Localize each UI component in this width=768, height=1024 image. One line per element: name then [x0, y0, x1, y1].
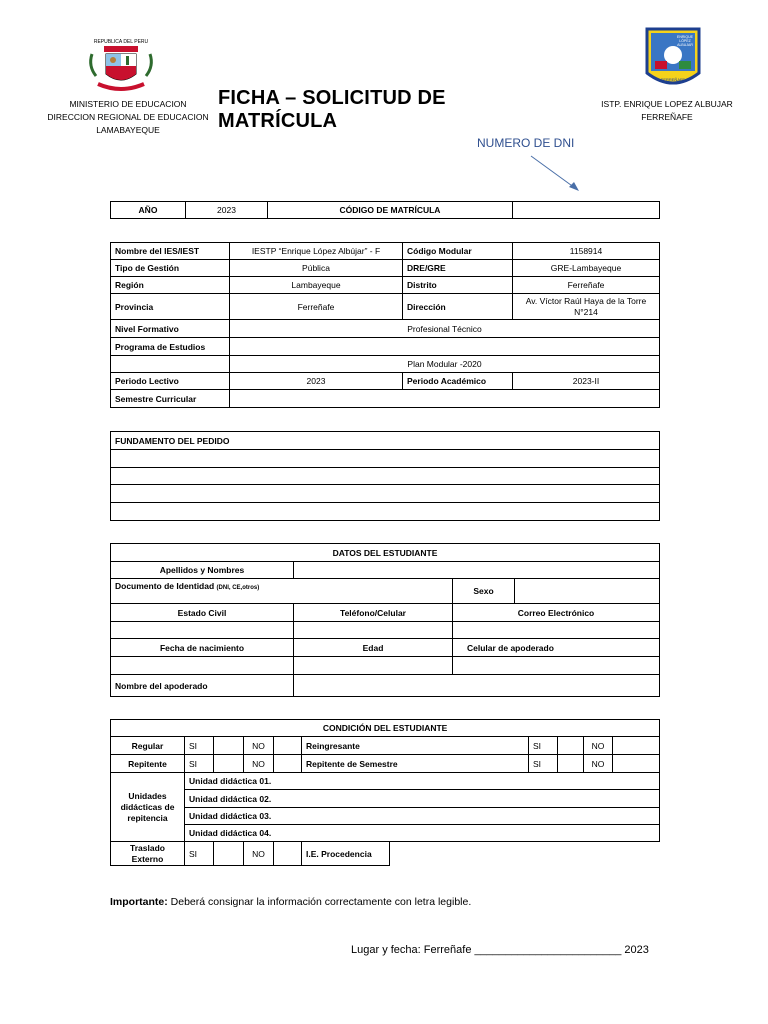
page-title: FICHA – SOLICITUD DE MATRÍCULA: [218, 87, 446, 132]
table-row: [111, 390, 660, 408]
regular-label: Regular: [111, 737, 185, 755]
sex-label: Sexo: [453, 579, 515, 604]
origin-school-blank: [390, 842, 660, 866]
age-label: Edad: [294, 639, 453, 657]
phone-field[interactable]: [294, 622, 453, 639]
condition-section-title: CONDICIÓN DEL ESTUDIANTE: [111, 720, 660, 737]
transfer-label: Traslado Externo: [111, 842, 185, 866]
academic-period-value[interactable]: 2023-II: [513, 373, 660, 390]
student-condition-table: [110, 719, 660, 866]
table-row: [111, 260, 660, 277]
semester-repeat-si-checkbox[interactable]: [558, 755, 584, 773]
semester-field[interactable]: [230, 390, 660, 408]
academic-year-value[interactable]: 2023: [230, 373, 403, 390]
management-type-label: Tipo de Gestión: [111, 260, 230, 277]
enrollment-code-label: CÓDIGO DE MATRÍCULA: [268, 202, 513, 219]
province-label: Provincia: [111, 294, 230, 320]
modular-code-label: Código Modular: [403, 243, 513, 260]
study-program-label: Programa de Estudios: [111, 338, 230, 356]
management-type-value[interactable]: Pública: [230, 260, 403, 277]
training-level-value[interactable]: Profesional Técnico: [230, 320, 660, 338]
logo-text-1: ENRIQUE: [677, 35, 693, 39]
ministry-line-1: MINISTERIO DE EDUCACION: [69, 99, 187, 109]
origin-school-label: I.E. Procedencia: [302, 842, 390, 866]
region-value[interactable]: Lambayeque: [230, 277, 403, 294]
guardian-name-label: Nombre del apoderado: [111, 675, 294, 697]
guardian-name-field[interactable]: [294, 675, 660, 697]
institution-name-label: Nombre del IES/IEST: [111, 243, 230, 260]
year-label: AÑO: [111, 202, 186, 219]
ministry-header: [28, 98, 228, 137]
plan-value[interactable]: Plan Modular -2020: [230, 356, 660, 373]
request-basis-line-3[interactable]: [111, 485, 660, 503]
repeat-units-label: Unidades didácticas de repitencia: [111, 773, 185, 842]
arrow-icon: [525, 152, 585, 196]
id-document-hint: (DNI, CE,otros): [216, 585, 260, 591]
request-basis-line-2[interactable]: [111, 468, 660, 485]
year-code-table: [110, 201, 660, 219]
logo-text-3: ALBUJAR: [677, 43, 693, 47]
semester-repeat-no-checkbox[interactable]: [613, 755, 660, 773]
province-value[interactable]: Ferreñafe: [230, 294, 403, 320]
guardian-phone-label: Celular de apoderado: [453, 639, 660, 657]
returning-label: Reingresante: [302, 737, 529, 755]
regular-no-label: NO: [244, 737, 274, 755]
returning-no-checkbox[interactable]: [613, 737, 660, 755]
id-document-label-cell: [111, 579, 453, 604]
returning-si-label: SI: [529, 737, 558, 755]
important-note: [110, 896, 471, 908]
marital-status-label: Estado Civil: [111, 604, 294, 622]
region-label: Región: [111, 277, 230, 294]
student-section-title: DATOS DEL ESTUDIANTE: [111, 544, 660, 562]
training-level-label: Nivel Formativo: [111, 320, 230, 338]
plan-blank-cell: [111, 356, 230, 373]
institute-line-1: ISTP. ENRIQUE LOPEZ ALBUJAR: [601, 99, 733, 109]
repeating-si-label: SI: [185, 755, 214, 773]
semester-label: Semestre Curricular: [111, 390, 230, 408]
study-program-field[interactable]: [230, 338, 660, 356]
semester-repeat-si-label: SI: [529, 755, 558, 773]
returning-si-checkbox[interactable]: [558, 737, 584, 755]
full-name-field[interactable]: [294, 562, 660, 579]
dre-label: DRE/GRE: [403, 260, 513, 277]
important-label: Importante:: [110, 896, 168, 908]
transfer-si-label: SI: [185, 842, 214, 866]
full-name-label: Apellidos y Nombres: [111, 562, 294, 579]
returning-no-label: NO: [584, 737, 613, 755]
logo-text-4: FERREÑAFE: [660, 77, 686, 82]
repeating-label: Repitente: [111, 755, 185, 773]
institution-table: [110, 242, 660, 408]
enrollment-code-field[interactable]: [513, 202, 660, 219]
important-text: Deberá consignar la información correctamente con letra legible.: [170, 896, 472, 908]
repeat-unit-3[interactable]: Unidad didáctica 03.: [185, 808, 660, 825]
peru-coat-of-arms-seal: [82, 36, 160, 98]
table-row: [111, 373, 660, 390]
repeat-unit-1[interactable]: Unidad didáctica 01.: [185, 773, 660, 790]
student-data-table: [110, 543, 660, 697]
birth-date-label: Fecha de nacimiento: [111, 639, 294, 657]
guardian-phone-field[interactable]: [453, 657, 660, 675]
birth-date-field[interactable]: [111, 657, 294, 675]
institute-header: [594, 98, 740, 124]
table-row: [111, 356, 660, 373]
table-row: [111, 338, 660, 356]
request-basis-label: FUNDAMENTO DEL PEDIDO: [111, 432, 660, 450]
semester-repeat-label: Repitente de Semestre: [302, 755, 529, 773]
institute-logo: [645, 27, 701, 91]
regular-no-checkbox[interactable]: [274, 737, 302, 755]
phone-label: Teléfono/Celular: [294, 604, 453, 622]
logo-text-2: LÓPEZ: [679, 39, 691, 43]
table-row: [111, 243, 660, 260]
address-label: Dirección: [403, 294, 513, 320]
dre-value[interactable]: GRE-Lambayeque: [513, 260, 660, 277]
id-document-label: Documento de Identidad: [115, 581, 215, 591]
regular-si-checkbox[interactable]: [214, 737, 244, 755]
transfer-no-checkbox[interactable]: [274, 842, 302, 866]
request-basis-line-1[interactable]: [111, 450, 660, 468]
transfer-no-label: NO: [244, 842, 274, 866]
semester-repeat-no-label: NO: [584, 755, 613, 773]
dni-note: NUMERO DE DNI: [477, 136, 575, 150]
repeat-unit-2[interactable]: Unidad didáctica 02.: [185, 790, 660, 808]
regular-si-label: SI: [185, 737, 214, 755]
institute-line-2: FERREÑAFE: [641, 112, 693, 122]
place-date-line[interactable]: Lugar y fecha: Ferreñafe ________________________ 2023: [351, 944, 649, 956]
institution-name-value[interactable]: IESTP “Enrique López Albújar” - F: [230, 243, 403, 260]
email-field[interactable]: [453, 622, 660, 639]
age-field[interactable]: [294, 657, 453, 675]
repeating-si-checkbox[interactable]: [214, 755, 244, 773]
ministry-line-3: LAMABAYEQUE: [96, 125, 160, 135]
ministry-line-2: DIRECCION REGIONAL DE EDUCACION: [47, 112, 209, 122]
year-value[interactable]: 2023: [186, 202, 268, 219]
sex-field[interactable]: [515, 579, 660, 604]
table-row: [111, 277, 660, 294]
seal-text: REPUBLICA DEL PERU: [93, 39, 149, 45]
district-value[interactable]: Ferreñafe: [513, 277, 660, 294]
district-label: Distrito: [403, 277, 513, 294]
address-value[interactable]: Av. Víctor Raúl Haya de la Torre N°214: [513, 294, 660, 320]
marital-status-field[interactable]: [111, 622, 294, 639]
table-row: [111, 294, 660, 320]
repeat-unit-4[interactable]: Unidad didáctica 04.: [185, 825, 660, 842]
modular-code-value[interactable]: 1158914: [513, 243, 660, 260]
request-basis-table: [110, 431, 660, 521]
request-basis-line-4[interactable]: [111, 503, 660, 521]
repeating-no-checkbox[interactable]: [274, 755, 302, 773]
transfer-si-checkbox[interactable]: [214, 842, 244, 866]
academic-year-label: Periodo Lectivo: [111, 373, 230, 390]
email-label: Correo Electrónico: [453, 604, 660, 622]
table-row: [111, 320, 660, 338]
academic-period-label: Periodo Académico: [403, 373, 513, 390]
repeating-no-label: NO: [244, 755, 274, 773]
